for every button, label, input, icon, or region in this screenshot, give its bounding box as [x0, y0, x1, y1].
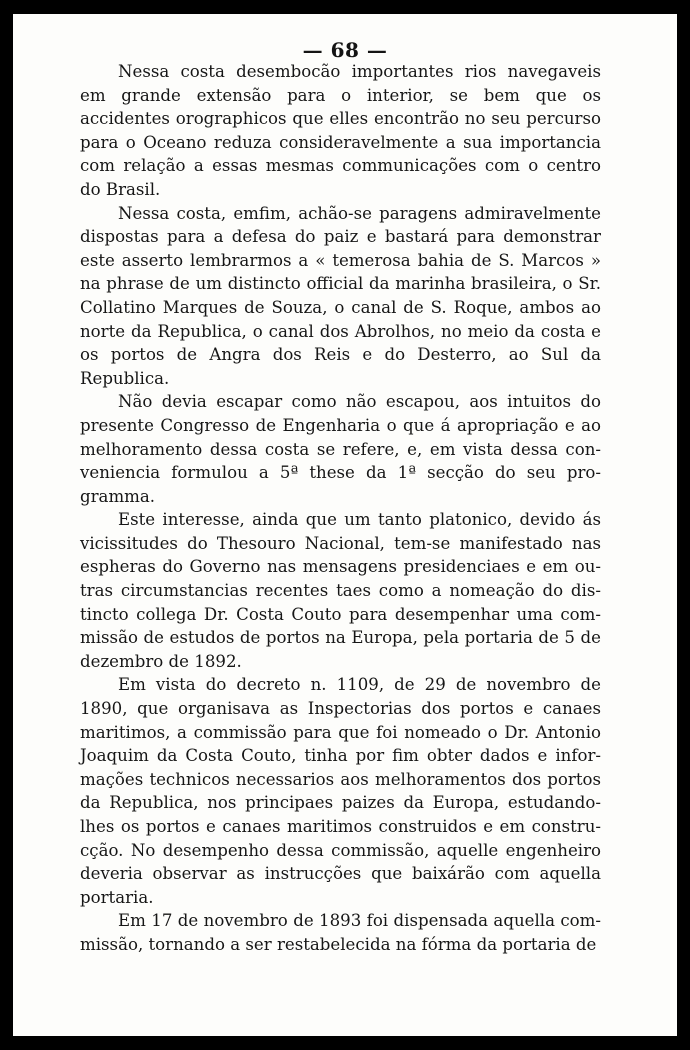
paragraph: Este interesse, ainda que um tanto platonico, devido ás vicissitudes do Thesouro Nacional, tem-se manifestado nas espheras do Governo nas mensagens presidenciaes e em outras circumstancias recentes taes como a nomeação do distincto collega Dr. Costa Couto para desempenhar uma commissão de estudos de portos na Europa, pela portaria de 5 de dezembro de 1892.	[80, 510, 601, 671]
page-number: — 68 —	[302, 38, 388, 62]
paragraph: Nessa costa desembocão importantes rios navegaveis em grande extensão para o interior, se bem que os accidentes orographicos que elles encontrão no seu percurso para o Oceano reduza consideravelmente a sua importancia com relação a essas mesmas communicações com o centro do Brasil.	[80, 62, 601, 199]
paragraph: Em 17 de novembro de 1893 foi dispensada aquella commissão, tornando a ser restabelecida na fórma da portaria de	[80, 911, 601, 954]
page-body	[80, 60, 601, 957]
paragraph: Em vista do decreto n. 1109, de 29 de novembro de 1890, que organisava as Inspectorias dos portos e canaes maritimos, a commissão para que foi nomeado o Dr. Antonio Joaquim da Costa Couto, tinha por fim obter dados e informações technicos necessarios aos melhoramentos dos portos da Republica, nos principaes paizes da Europa, estudando-lhes os portos e canaes maritimos construidos e em construcção. No desempenho dessa commissão, aquelle engenheiro deveria observar as instrucções que baixárão com aquella portaria.	[80, 675, 601, 907]
book-page	[13, 14, 677, 1036]
paragraph: Nessa costa, emfim, achão-se paragens admiravelmente dispostas para a defesa do paiz e bastará para demonstrar este asserto lembrarmos a « temerosa bahia de S. Marcos » na phrase de um distincto official da marinha brasileira, o Sr. Collatino Marques de Souza, o canal de S. Roque, ambos ao norte da Republica, o canal dos Abrolhos, no meio da costa e os portos de Angra dos Reis e do Desterro, ao Sul da Republica.	[80, 203, 601, 388]
paragraph: Não devia escapar como não escapou, aos intuitos do presente Congresso de Engenharia o que á apropriação e ao melhoramento dessa costa se refere, e, em vista dessa conveniencia formulou a 5ª these da 1ª secção do seu programma.	[80, 392, 601, 506]
